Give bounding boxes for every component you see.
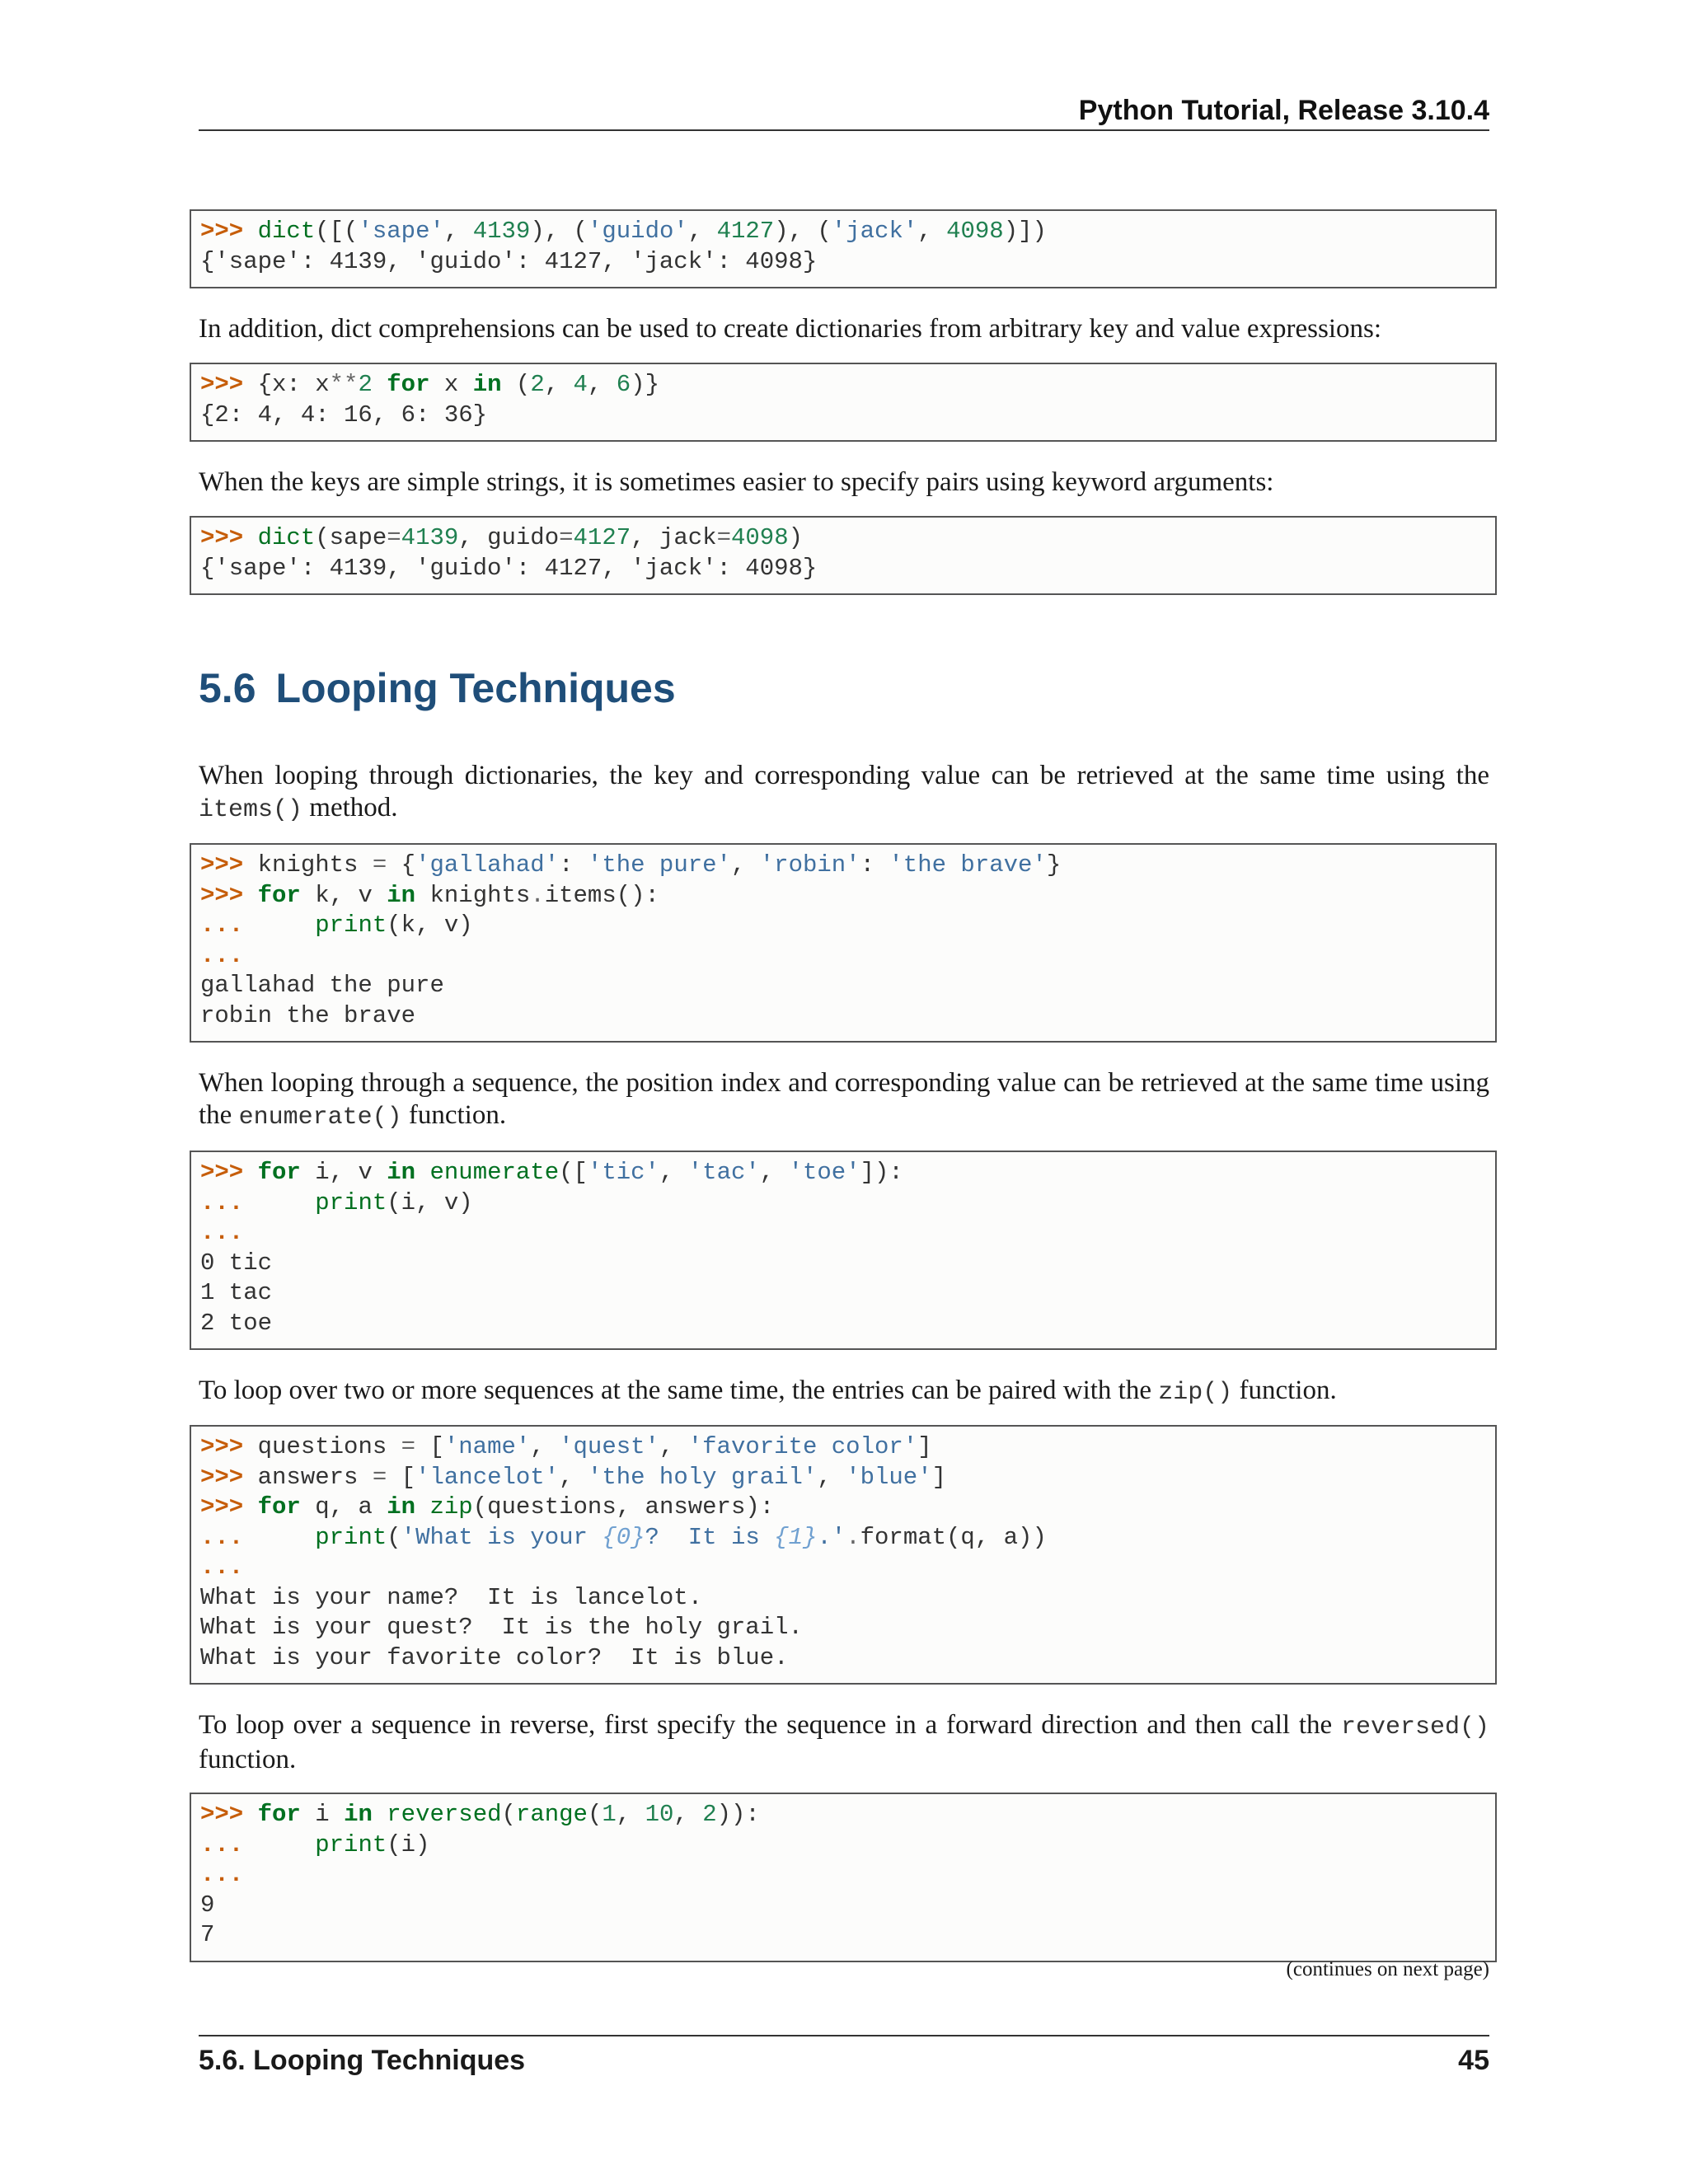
code-token: in bbox=[387, 1159, 416, 1186]
code-token: q, a bbox=[300, 1493, 387, 1521]
inline-code: reversed() bbox=[1340, 1713, 1489, 1741]
code-token bbox=[373, 1801, 387, 1828]
code-line bbox=[200, 1249, 1495, 1279]
code-token: 4098 bbox=[946, 218, 1004, 245]
code-token: , bbox=[443, 218, 473, 245]
code-line bbox=[200, 1583, 1495, 1614]
code-token: 2 toe bbox=[200, 1309, 273, 1337]
inline-code: items() bbox=[199, 796, 303, 824]
code-line bbox=[200, 1158, 1495, 1188]
code-token: = bbox=[401, 1433, 416, 1460]
code-token: ] bbox=[931, 1463, 947, 1491]
code-token: {0} bbox=[602, 1523, 645, 1551]
code-token: 1 tac bbox=[200, 1279, 273, 1306]
code-token: , bbox=[687, 218, 717, 245]
code-token: , bbox=[559, 1463, 588, 1491]
code-token: 'tic' bbox=[587, 1159, 659, 1186]
code-token: = bbox=[372, 1463, 387, 1491]
code-token: . bbox=[530, 881, 545, 909]
code-token: : bbox=[860, 851, 889, 879]
prompt-token: ... bbox=[200, 1188, 258, 1216]
continuation-note: (continues on next page) bbox=[1286, 1958, 1489, 1980]
prompt-token: >>> bbox=[200, 1463, 258, 1491]
code-token: in bbox=[472, 371, 502, 398]
code-token: , bbox=[616, 1801, 645, 1828]
code-token: )]) bbox=[1003, 218, 1047, 245]
prompt-token: >>> bbox=[200, 1493, 258, 1521]
code-line bbox=[200, 1860, 1495, 1891]
code-token: 'lancelot' bbox=[415, 1463, 560, 1491]
code-line bbox=[200, 523, 1495, 554]
code-token: = bbox=[387, 524, 401, 551]
code-line bbox=[200, 881, 1495, 912]
code-token bbox=[415, 1493, 429, 1521]
code-token: questions bbox=[257, 1433, 401, 1460]
code-token: 'the holy grail' bbox=[587, 1463, 818, 1491]
code-token: print bbox=[315, 1830, 387, 1858]
section-title: Looping Techniques bbox=[275, 665, 676, 711]
paragraph: In addition, dict comprehensions can be used to create dictionaries from arbitrary key and value expressions: bbox=[199, 314, 1382, 344]
code-token: i, v bbox=[300, 1159, 387, 1186]
prompt-token: ... bbox=[200, 941, 244, 969]
code-token: {2: 4, 4: 16, 6: 36} bbox=[200, 401, 488, 429]
code-token: for bbox=[257, 1801, 301, 1828]
prompt-token: ... bbox=[200, 1830, 258, 1858]
code-token: 4139 bbox=[472, 218, 531, 245]
code-token: , bbox=[530, 1433, 560, 1460]
code-token: = bbox=[716, 524, 731, 551]
code-line bbox=[200, 370, 1495, 401]
code-token: ), ( bbox=[774, 218, 832, 245]
code-line bbox=[200, 554, 1495, 584]
code-line bbox=[200, 1891, 1495, 1921]
code-token: ? It is bbox=[645, 1523, 775, 1551]
code-token: ([ bbox=[559, 1159, 588, 1186]
code-token: 'favorite color' bbox=[687, 1433, 918, 1460]
code-token: ( bbox=[587, 1801, 603, 1828]
code-token: in bbox=[387, 1493, 416, 1521]
code-token: 'jack' bbox=[831, 218, 918, 245]
code-token: , guido bbox=[458, 524, 560, 551]
prompt-token: ... bbox=[200, 1554, 244, 1581]
code-token: gallahad the pure bbox=[200, 972, 444, 999]
code-token: 'blue' bbox=[846, 1463, 932, 1491]
code-line bbox=[200, 1553, 1495, 1583]
code-token: 'the brave' bbox=[889, 851, 1047, 879]
code-token: for bbox=[257, 1159, 301, 1186]
code-token: What is your quest? It is the holy grail. bbox=[200, 1614, 803, 1641]
code-token: = bbox=[372, 851, 387, 879]
code-token: 'the pure' bbox=[587, 851, 731, 879]
code-token: i bbox=[300, 1801, 345, 1828]
code-token: )} bbox=[631, 371, 659, 398]
prompt-token: >>> bbox=[200, 851, 258, 879]
page-number: 45 bbox=[1458, 2045, 1489, 2076]
section-heading bbox=[199, 663, 676, 713]
code-token: [ bbox=[387, 1463, 416, 1491]
paragraph: When the keys are simple strings, it is sometimes easier to specify pairs using keyword arguments: bbox=[199, 467, 1274, 497]
code-token: (k, v) bbox=[387, 912, 473, 939]
code-token: 'quest' bbox=[559, 1433, 659, 1460]
code-token: 'toe' bbox=[788, 1159, 860, 1186]
prompt-token: >>> bbox=[200, 1159, 258, 1186]
code-line bbox=[200, 941, 1495, 972]
inline-code: zip() bbox=[1158, 1379, 1233, 1407]
code-token: print bbox=[315, 912, 387, 939]
code-line bbox=[200, 401, 1495, 431]
code-token: , bbox=[659, 1433, 688, 1460]
code-token: 4127 bbox=[573, 524, 631, 551]
code-line bbox=[200, 1920, 1495, 1951]
code-token: ] bbox=[917, 1433, 932, 1460]
code-token: 0 tic bbox=[200, 1249, 273, 1277]
code-line bbox=[200, 1643, 1495, 1674]
code-token: x bbox=[429, 371, 473, 398]
code-token: 'sape' bbox=[358, 218, 444, 245]
code-token: 1 bbox=[602, 1801, 617, 1828]
code-token: ( bbox=[501, 371, 531, 398]
prompt-token: >>> bbox=[200, 524, 258, 551]
code-token: ]): bbox=[860, 1159, 903, 1186]
code-token: 'tac' bbox=[687, 1159, 760, 1186]
prompt-token: >>> bbox=[200, 218, 258, 245]
code-line bbox=[200, 911, 1495, 941]
code-line bbox=[200, 1278, 1495, 1309]
code-block bbox=[190, 1425, 1497, 1685]
code-block bbox=[190, 516, 1497, 595]
inline-code: enumerate() bbox=[238, 1104, 402, 1132]
code-token bbox=[258, 1189, 316, 1216]
code-line bbox=[200, 1613, 1495, 1643]
paragraph: To loop over two or more sequences at the same time, the entries can be paired with the zip() function. bbox=[199, 1376, 1337, 1407]
code-token: { bbox=[387, 851, 416, 879]
code-token: (questions, answers): bbox=[472, 1493, 775, 1521]
code-token: {x: x bbox=[257, 371, 330, 398]
code-token: ** bbox=[329, 371, 359, 398]
code-token: , bbox=[544, 371, 574, 398]
footer-rule bbox=[199, 2035, 1489, 2036]
code-token: dict bbox=[257, 218, 316, 245]
code-token: )): bbox=[716, 1801, 760, 1828]
paragraph: To loop over a sequence in reverse, first specify the sequence in a forward direction and then call the reversed() function. bbox=[199, 1710, 1489, 1774]
section-number: 5.6 bbox=[199, 665, 256, 711]
code-line bbox=[200, 1800, 1495, 1830]
code-token bbox=[258, 912, 316, 939]
code-token: knights bbox=[257, 851, 373, 879]
code-token: (i) bbox=[387, 1830, 430, 1858]
code-token: 2 bbox=[358, 371, 373, 398]
code-block bbox=[190, 1793, 1497, 1962]
paragraph: When looping through a sequence, the position index and corresponding value can be retrieved at the same time using the enumerate() function. bbox=[199, 1068, 1489, 1132]
code-token: , bbox=[673, 1801, 703, 1828]
code-token: k, v bbox=[300, 881, 387, 909]
code-token: print bbox=[315, 1523, 387, 1551]
prompt-token: ... bbox=[200, 1523, 258, 1551]
code-line bbox=[200, 971, 1495, 1001]
code-token: answers bbox=[257, 1463, 373, 1491]
code-line bbox=[200, 1218, 1495, 1249]
code-token: for bbox=[387, 371, 430, 398]
code-token: 6 bbox=[616, 371, 631, 398]
prompt-token: >>> bbox=[200, 881, 258, 909]
code-token: format(q, a)) bbox=[860, 1523, 1047, 1551]
code-token: = bbox=[559, 524, 574, 551]
code-token bbox=[373, 371, 387, 398]
paragraph: When looping through dictionaries, the key and corresponding value can be retrieved at the same time using the items() method. bbox=[199, 761, 1489, 824]
code-token: ), ( bbox=[530, 218, 588, 245]
code-token: 4139 bbox=[401, 524, 459, 551]
code-token: , bbox=[759, 1159, 789, 1186]
code-token: ([( bbox=[315, 218, 359, 245]
code-block bbox=[190, 843, 1497, 1043]
code-line bbox=[200, 1309, 1495, 1339]
code-token: 10 bbox=[645, 1801, 674, 1828]
prompt-token: >>> bbox=[200, 1801, 258, 1828]
code-token: : bbox=[559, 851, 588, 879]
code-token: , bbox=[730, 851, 760, 879]
code-line bbox=[200, 1523, 1495, 1554]
code-line bbox=[200, 1830, 1495, 1861]
code-token: , jack bbox=[631, 524, 717, 551]
code-token: [ bbox=[415, 1433, 444, 1460]
code-block bbox=[190, 209, 1497, 288]
code-token: , bbox=[587, 371, 617, 398]
prompt-token: ... bbox=[200, 1861, 244, 1888]
footer-section-ref: 5.6. Looping Techniques bbox=[199, 2045, 526, 2076]
code-token: for bbox=[257, 1493, 301, 1521]
code-token: 7 bbox=[200, 1921, 215, 1948]
code-token: for bbox=[257, 881, 301, 909]
code-token bbox=[258, 1524, 316, 1551]
code-token: items(): bbox=[544, 881, 659, 909]
code-token: 4127 bbox=[716, 218, 775, 245]
code-token: . bbox=[846, 1523, 860, 1551]
code-token: 'guido' bbox=[587, 218, 688, 245]
code-token: enumerate bbox=[429, 1159, 560, 1186]
code-line bbox=[200, 217, 1495, 247]
header-rule bbox=[199, 129, 1489, 131]
code-token: (sape bbox=[315, 524, 387, 551]
code-token: , bbox=[659, 1159, 688, 1186]
code-token: .' bbox=[817, 1523, 846, 1551]
code-token: 9 bbox=[200, 1891, 215, 1919]
code-token: 4098 bbox=[730, 524, 789, 551]
code-token: 4 bbox=[573, 371, 588, 398]
code-block bbox=[190, 363, 1497, 442]
code-token: {'sape': 4139, 'guido': 4127, 'jack': 4098} bbox=[200, 554, 818, 582]
prompt-token: >>> bbox=[200, 1433, 258, 1460]
code-token: ( bbox=[387, 1523, 401, 1551]
code-token: print bbox=[315, 1188, 387, 1216]
code-token: What is your name? It is lancelot. bbox=[200, 1583, 703, 1611]
code-line bbox=[200, 1493, 1495, 1523]
code-token: (i, v) bbox=[387, 1188, 473, 1216]
code-token: in bbox=[387, 881, 416, 909]
prompt-token: >>> bbox=[200, 371, 258, 398]
code-token: ) bbox=[788, 524, 804, 551]
code-token: 'gallahad' bbox=[415, 851, 560, 879]
code-token: 2 bbox=[702, 1801, 717, 1828]
code-token: knights bbox=[415, 881, 531, 909]
code-token: reversed bbox=[387, 1801, 502, 1828]
code-token: ( bbox=[501, 1801, 516, 1828]
code-token: {'sape': 4139, 'guido': 4127, 'jack': 4098} bbox=[200, 247, 818, 275]
code-line bbox=[200, 1188, 1495, 1219]
code-token: , bbox=[817, 1463, 846, 1491]
code-line bbox=[200, 1432, 1495, 1463]
code-token: zip bbox=[429, 1493, 473, 1521]
code-block bbox=[190, 1151, 1497, 1350]
code-token: What is your favorite color? It is blue. bbox=[200, 1643, 789, 1671]
code-token bbox=[258, 1831, 316, 1858]
code-line bbox=[200, 1001, 1495, 1032]
running-header: Python Tutorial, Release 3.10.4 bbox=[1078, 95, 1489, 126]
code-token bbox=[415, 1159, 429, 1186]
code-token: robin the brave bbox=[200, 1001, 416, 1029]
code-line bbox=[200, 247, 1495, 278]
code-line bbox=[200, 851, 1495, 881]
code-token: in bbox=[344, 1801, 373, 1828]
prompt-token: ... bbox=[200, 912, 258, 939]
code-token: dict bbox=[257, 524, 316, 551]
code-token: , bbox=[917, 218, 947, 245]
code-token: 'robin' bbox=[759, 851, 860, 879]
code-token: 'What is your bbox=[401, 1523, 603, 1551]
code-token: 2 bbox=[530, 371, 545, 398]
prompt-token: ... bbox=[200, 1219, 244, 1246]
code-token: range bbox=[515, 1801, 588, 1828]
code-token: } bbox=[1046, 851, 1062, 879]
code-line bbox=[200, 1463, 1495, 1493]
code-token: {1} bbox=[774, 1523, 818, 1551]
code-token: 'name' bbox=[443, 1433, 531, 1460]
